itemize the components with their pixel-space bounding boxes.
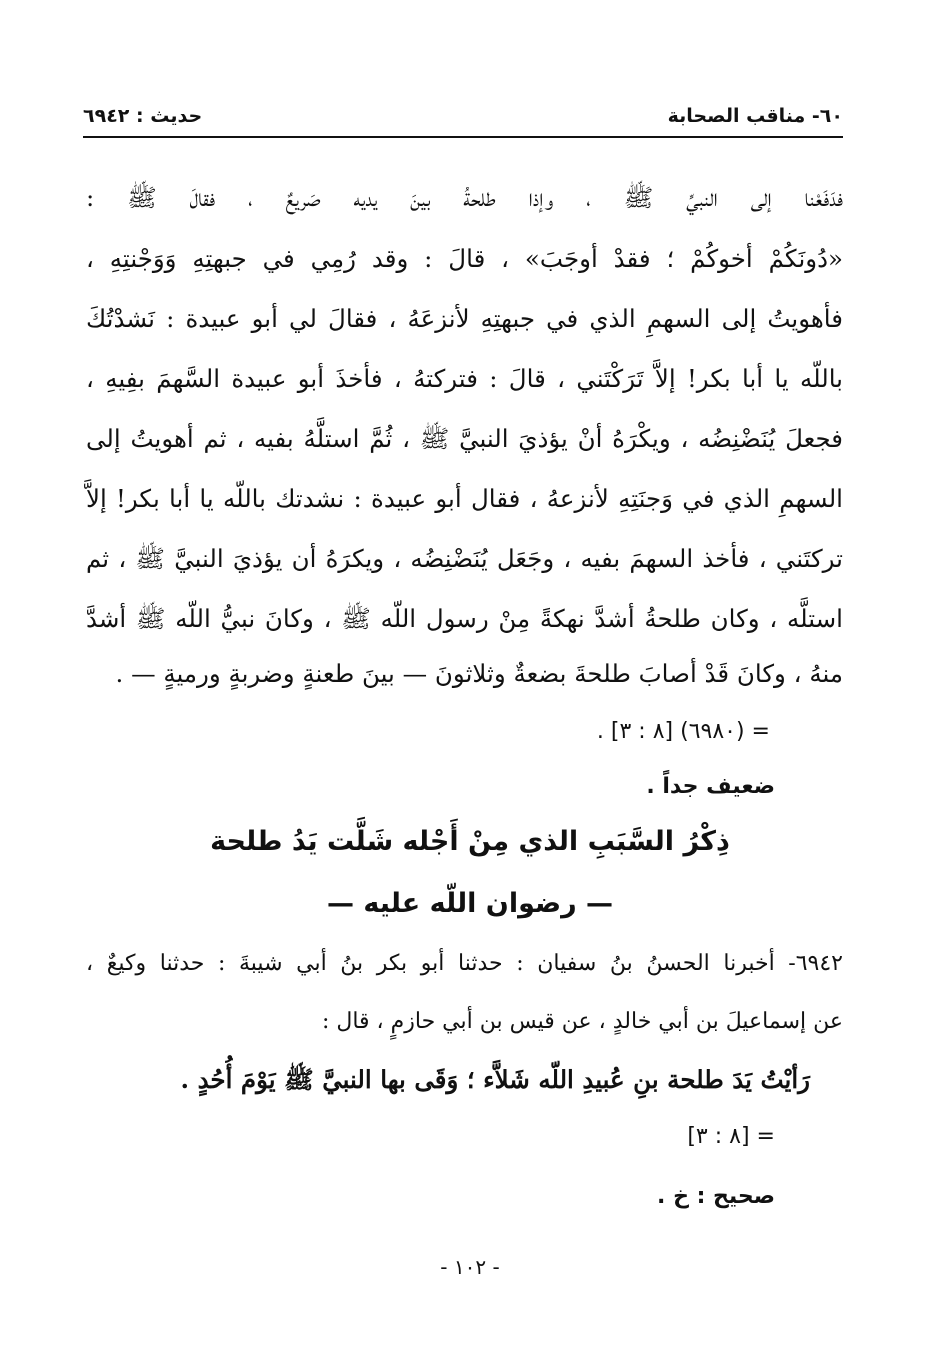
body-line: استلَّه ، وكان طلحةُ أشدَّ نهكةً مِنْ رسول اللّه ﷺ ، وكانَ نبيُّ اللّه ﷺ أشدَّ	[86, 604, 843, 633]
body-line: فدَفَعْنا إلى النبيِّ ﷺ ، وإذا طلحةُ بينَ يديه صَريعٌ ، فقالَ ﷺ :	[86, 183, 843, 212]
chapter-title: ٦٠- مناقب الصحابة	[667, 105, 843, 127]
header-divider	[83, 136, 843, 138]
page-header	[83, 98, 843, 134]
hadith-grade: ضعيف جداً .	[646, 774, 775, 799]
section-title: ذِكْرُ السَّبَبِ الذي مِنْ أَجْله شَلَّت يَدُ طلحة	[210, 826, 730, 857]
hadith-grade: صحيح : خ .	[657, 1184, 775, 1209]
body-line: «دُونَكُمْ أخوكُمْ ؛ فقدْ أوجَبَ» ، قالَ : وقد رُمِي في جبهتِهِ وَوَجْنتِهِ ،	[86, 244, 843, 273]
cross-reference: = (٦٩٨٠) [٨ : ٣] .	[596, 719, 770, 744]
hadith-text: رَأيْتُ يَدَ طلحة بنِ عُبيدِ اللّه شَلاَّء ؛ وَقَى بها النبيَّ ﷺ يَوْمَ أُحُدٍ .	[180, 1065, 810, 1094]
page-number: - ١٠٢ -	[440, 1255, 500, 1279]
body-line: باللّه يا أبا بكر! إلاَّ تَرَكْتَني ، قالَ : فتركتهُ ، فأخذَ أبو عبيدة السَّهمَ بفِيهِ ،	[86, 364, 843, 393]
hadith-chain: ٦٩٤٢- أخبرنا الحسنُ بنُ سفيان : حدثنا أبو بكر بنُ أبي شيبةَ : حدثنا وكيعٌ ،	[86, 951, 843, 976]
body-line: منهُ ، وكانَ قَدْ أصابَ طلحةَ بضعةٌ وثلاثونَ — بينَ طعنةٍ وضربةٍ ورميةٍ — .	[115, 659, 843, 688]
body-line: فجعلَ يُنَضْنِضُه ، ويكْرَهُ أنْ يؤذيَ النبيَّ ﷺ ، ثُمَّ استلَّهُ بفيه ، ثم أهويتُ إلى	[86, 424, 843, 453]
body-line: السهمِ الذي في وَجنَتِهِ لأنزعهُ ، فقال أبو عبيدة : نشدتك باللّه يا أبا بكر! إلاَّ	[86, 484, 843, 513]
hadith-chain: عن إسماعيلَ بن أبي خالدٍ ، عن قيس بن أبي حازمٍ ، قال :	[321, 1009, 843, 1034]
section-subtitle: — رضوان اللّه عليه —	[326, 888, 614, 919]
cross-reference: = [٨ : ٣]	[687, 1124, 775, 1149]
body-line: تركتَني ، فأخذ السهمَ بفيه ، وجَعَل يُنَضْنِضُه ، ويكرَهُ أن يؤذيَ النبيَّ ﷺ ، ثم	[86, 544, 843, 573]
hadith-reference: حديث : ٦٩٤٢	[83, 105, 203, 127]
body-line: فأهويتُ إلى السهمِ الذي في جبهتِهِ لأنزعَهُ ، فقالَ لي أبو عبيدة : نَشدْتُكَ	[86, 304, 843, 333]
